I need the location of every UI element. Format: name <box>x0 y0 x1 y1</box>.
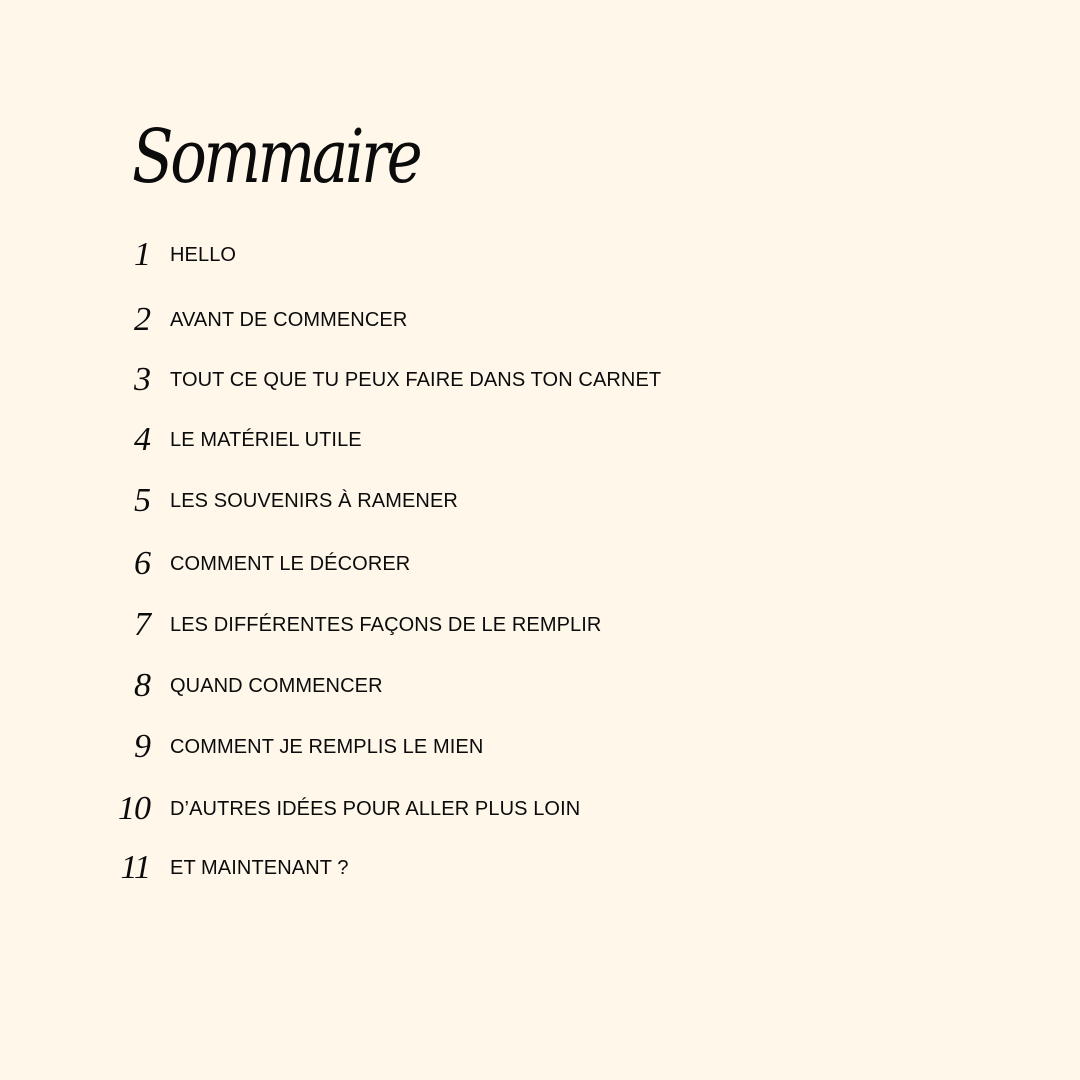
toc-item-label: COMMENT LE DÉCORER <box>170 553 411 575</box>
toc-item-label: TOUT CE QUE TU PEUX FAIRE DANS TON CARNET <box>170 369 662 391</box>
toc-item-number: 9 <box>134 728 150 765</box>
page-title: Sommaire <box>132 114 420 200</box>
toc-item-label: AVANT DE COMMENCER <box>170 309 408 331</box>
toc-item-label: HELLO <box>170 244 237 266</box>
toc-item <box>0 666 900 706</box>
toc-item-label: LES DIFFÉRENTES FAÇONS DE LE REMPLIR <box>170 614 602 636</box>
toc-item-label: D’AUTRES IDÉES POUR ALLER PLUS LOIN <box>170 798 581 820</box>
toc-item-number: 2 <box>134 301 150 338</box>
toc-item <box>0 360 900 400</box>
toc-item-number: 1 <box>134 236 150 273</box>
toc-item-number: 4 <box>134 421 150 458</box>
toc-item-number: 6 <box>134 545 150 582</box>
toc-item <box>0 544 900 584</box>
toc-item-label: LE MATÉRIEL UTILE <box>170 429 362 451</box>
toc-item-label: QUAND COMMENCER <box>170 675 383 697</box>
toc-item <box>0 727 900 767</box>
toc-item <box>0 300 900 340</box>
toc-item-number: 3 <box>134 361 150 398</box>
toc-item-label: LES SOUVENIRS À RAMENER <box>170 490 458 512</box>
toc-item-number: 11 <box>120 849 150 886</box>
toc-item <box>0 605 900 645</box>
toc-item <box>0 235 900 275</box>
toc-item-label: ET MAINTENANT ? <box>170 857 349 879</box>
toc-item-number: 5 <box>134 482 150 519</box>
toc-item-number: 10 <box>118 790 150 827</box>
toc-item <box>0 481 900 521</box>
toc-item-number: 8 <box>134 667 150 704</box>
toc-item <box>0 848 900 888</box>
toc-item-number: 7 <box>134 606 150 643</box>
toc-item <box>0 789 900 829</box>
toc-item <box>0 420 900 460</box>
toc-item-label: COMMENT JE REMPLIS LE MIEN <box>170 736 484 758</box>
